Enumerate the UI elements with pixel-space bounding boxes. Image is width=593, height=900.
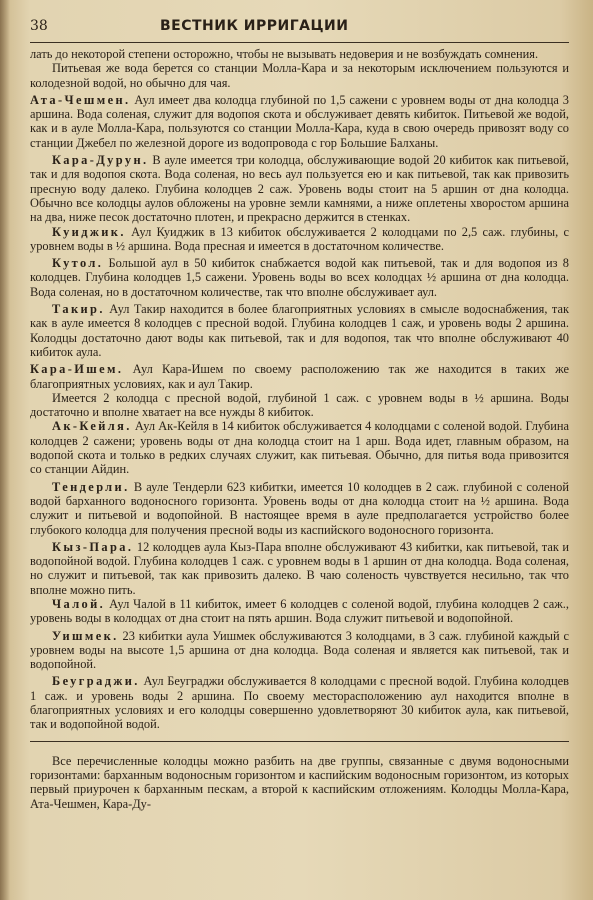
village-name: Кутол. xyxy=(52,256,104,271)
paragraph-kutol: Кутол. Большой аул в 50 кибиток снабжается водой как питьевой, так и для водопоя из 8 колодцев. Глубина колодцев 1,5 сажени. Уровень воды во всех колодцах ½ аршина от дна колодца. Вода соленая, но в достаточном количестве, так что вполне обслуживает аул. xyxy=(30,256,569,299)
village-name: Тендерли. xyxy=(52,479,130,494)
paragraph-kara-ishem: Кара-Ишем. Аул Кара-Ишем по своему расположению так же находится в таких же благоприятных условиях, как и аул Такир. xyxy=(30,362,569,391)
paragraph-kara-durun: Кара-Дурун. В ауле имеется три колодца, обслуживающие водой 20 кибиток как питьевой, так и для водопоя скота. Вода соленая, но весь аул пользуется ею и как питьевой, так как привозить пресную воду далеко. Глубина колодцев 2 саж. Уровень воды стоит на 5 аршин от дна колодца. Обычно все колодцы аулов обложены на уровне земли камнями, а ниже оплетены хворостом аршина на два, ниже песок достаточно плотен, и прекрасно держится в стенках. xyxy=(30,153,569,225)
journal-title: ВЕСТНИК ИРРИГАЦИИ xyxy=(160,18,349,34)
village-name: Ата-Чешмен. xyxy=(30,92,131,107)
village-name: Куиджик. xyxy=(52,224,126,239)
paragraph-ak-keilya: Ак-Кейля. Аул Ак-Кейля в 14 кибиток обслуживается 4 колодцами с соленой водой. Глубина колодцев 2 сажени; уровень воды от дна колодца стоит на 1 арш. Вода идет, главным образом, на водопой скота и только в редких случаях служит, как питьевая. Обычно, для питья вода привозится со станции Айдин. xyxy=(30,419,569,477)
paragraph-takir: Такир. Аул Такир находится в более благоприятных условиях в смысле водоснабжения, так как в ауле имеется 8 колодцев с пресной водой. Глубина колодцев 1 саж, и уровень воды 2 аршина. Колодцы достаточно дают воды как питьевой, так и для водопоя, так что вполне обслуживают 40 кибиток аула. xyxy=(30,302,569,359)
village-name: Такир. xyxy=(52,302,105,317)
paragraph-ata-cheshmen: Ата-Чешмен. Аул имеет два колодца глубиной по 1,5 сажени с уровнем воды от дна колодца 3 аршина. Вода соленая, служит для водопоя скота и обслуживает девять кибиток. Питьевой же водой, как и в ауле Молла-Кара, пользуются со станции Молла-Кара, куда в свою очередь привозят воду со станции Джебел по железной дороге из водопровода с гор Большие Балханы. xyxy=(30,92,569,150)
village-name: Кара-Дурун. xyxy=(52,153,149,168)
paragraph-tenderli: Тендерли. В ауле Тендерли 623 кибитки, имеется 10 колодцев в 2 саж. глубиной с соленой водой барханного водоносного горизонта. Уровень воды от дна колодца стоит на ½ аршина. Вода служит и питьевой и водопойной. В настоящее время в ауле предполагается устройство более глубокого колодца для получения пресной воды из каспийского водоносного горизонта. xyxy=(30,479,569,537)
village-name: Уишмек. xyxy=(52,628,119,643)
paragraph: лать до некоторой степени осторожно, чтобы не вызывать недоверия и не возбуждать сомнения. xyxy=(30,47,539,61)
paragraph: Питьевая же вода берется со станции Молла-Кара и за некоторым исключением пользуются и колодезной водой, но обычно для чая. xyxy=(30,61,569,90)
paragraph: Имеется 2 колодца с пресной водой, глубиной 1 саж. с уровнем воды в ½ аршина. Воды достаточно и вполне хватает на все нужды 8 кибиток. xyxy=(30,390,569,420)
village-name: Чалой. xyxy=(52,596,106,611)
paragraph-uishmek: Уишмек. 23 кибитки аула Уишмек обслуживаются 3 колодцами, в 3 саж. глубиной каждый с уровнем воды на высоте 1,5 аршина от дна колодца. Вода соленая и является как питьевой, так и водопойной. xyxy=(30,628,569,672)
village-name: Кыз-Пара. xyxy=(52,539,134,554)
article-body xyxy=(30,47,569,811)
village-name: Кара-Ишем. xyxy=(30,362,124,377)
paragraph-beugradzhi: Беуграджи. Аул Беуграджи обслуживается 8 колодцами с пресной водой. Глубина колодцев 1 саж. и уровень воды 2 аршина. По своему месторасположению аул находится вполне в благоприятных условиях и его колодцы совершенно удовлетворяют 30 кибиток аула, как питьевой, так и водопойной водой. xyxy=(30,674,569,732)
closing-paragraph: Все перечисленные колодцы можно разбить на две группы, связанные с двумя водоносными горизонтами: барханным водоносным горизонтом и каспийским водоносным горизонтом, из которых первый приурочен к барханным пескам, а второй к каспийским отложениям. Колодцы Молла-Кара, Ата-Чешмен, Кара-Ду- xyxy=(30,753,569,811)
section-divider xyxy=(30,741,569,742)
page-header xyxy=(30,18,569,43)
page-number: 38 xyxy=(30,18,48,34)
paragraph-kyz-para: Кыз-Пара. 12 колодцев аула Кыз-Пара вполне обслуживают 43 кибитки, как питьевой, так и водопойной водой. Глубина колодцев 1 саж. с уровнем воды в 1 аршин от дна колодца. Вода соленая, но служит и питьевой, так как привозить далеко. В чаю соленость чувствуется несильно, так что вполне можно пить. xyxy=(30,539,569,597)
paragraph-kuidzhik: Куиджик. Аул Куиджик в 13 кибиток обслуживается 2 колодцами по 2,5 саж. глубины, с уровнем воды в ½ аршина. Вода пресная и имеется в достаточном количестве. xyxy=(30,224,569,253)
village-name: Ак-Кейля. xyxy=(52,419,132,434)
paragraph-chaloi: Чалой. Аул Чалой в 11 кибиток, имеет 6 колодцев с соленой водой, глубина колодцев 2 саж., уровень воды в колодцах от дна стоит на пять аршин. Вода служит питьевой и водопойной. xyxy=(30,596,569,626)
village-name: Беуграджи. xyxy=(52,674,140,689)
